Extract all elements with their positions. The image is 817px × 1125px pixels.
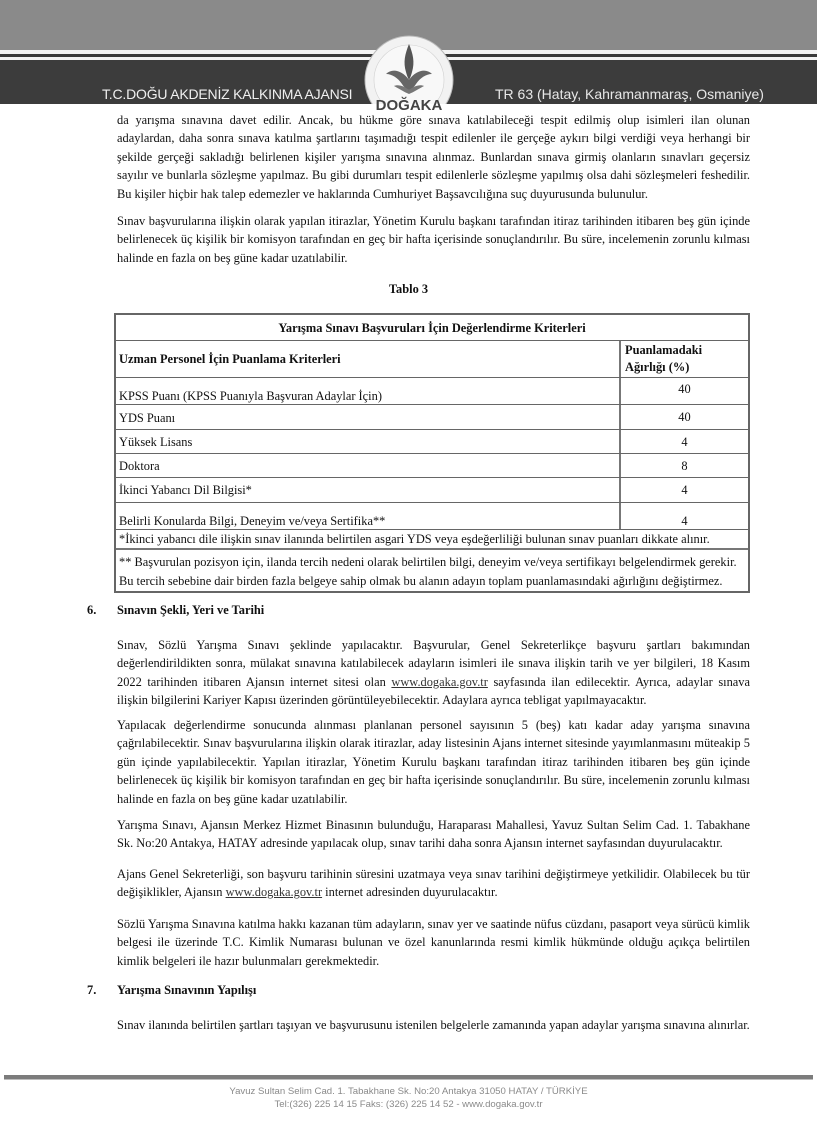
text-run: Sınav, Sözlü Yarışma Sınavı şeklinde yapılacaktır. Başvurular, Genel Sekreterlikçe başvuru şartları bakımından değerlendirildikten sonra, mülakat sınavına katılabilecek adayların isimleri ile sınava ilişkin tarih ve yer bilgileri, 18 Kasım 2022 tarihinden itibaren Ajansın internet sitesi olan [117, 638, 750, 689]
table-row [116, 503, 748, 530]
text-run: Ajans Genel Sekreterliği, son başvuru tarihinin süresini uzatmaya veya sınav tarihini değiştirmeye yetkilidir. Olabilecek bu tür değişiklikler, Ajansın [117, 867, 750, 900]
footer-divider [4, 1079, 813, 1080]
section-6-paragraph-3: Yarışma Sınavı, Ajansın Merkez Hizmet Binasının bulunduğu, Haraparası Mahallesi, Yavuz Sultan Selim Cad. 1. Tabakhane Sk. No:20 Antakya, HATAY adresinde yapılacak olup, sınav tarihi daha sonra Ajansın internet sayfasından duyurulacaktır. [117, 818, 750, 851]
criteria-table [114, 313, 750, 593]
section-title: Sınavın Şekli, Yeri ve Tarihi [117, 603, 265, 617]
weight-cell: 4 [681, 514, 688, 528]
criterion-cell: YDS Puanı [116, 405, 621, 429]
table-row [116, 430, 748, 454]
dogaka-website-link[interactable]: www.dogaka.gov.tr [391, 674, 488, 689]
table-footnote-2 [116, 550, 748, 591]
criterion-cell: Belirli Konularda Bilgi, Deneyim ve/veya Sertifika** [116, 503, 621, 529]
section-number: 6. [87, 603, 97, 617]
column-header-criteria: Uzman Personel İçin Puanlama Kriterleri [116, 341, 621, 377]
criterion-cell: Doktora [116, 454, 621, 477]
text-run: sayfasında ilan edilecektir. Ayrıca, adaylar sınava ilişkin bilgilerini Kariyer Kapısı üzerinden görüntüleyebilecektir. Adaylara ayrıca tebligat yapılmayacaktır. [117, 674, 750, 708]
column-header-weight-line1: Puanlamadaki [625, 343, 703, 357]
criterion-cell: Yüksek Lisans [116, 430, 621, 453]
table-row [116, 405, 748, 430]
table-footnote-2-line1: ** Başvurulan pozisyon için, ilanda tercih nedeni olarak belirtilen bilgi, deneyim ve/veya sertifikayı belgelendirmek gerekir. [119, 555, 737, 569]
paragraph-objections: Sınav başvurularına ilişkin olarak yapılan itirazlar, Yönetim Kurulu başkanı tarafından itiraz tarihinden itibaren beş gün içinde belirlenecek üç kişilik bir komisyon tarafından en geç bir hafta içerisinde sonuçlandırılır. Bu süre, incelemenin zorunlu kılması halinde en fazla on beş güne kadar uzatılabilir. [117, 214, 750, 265]
section-6-paragraph-1 [117, 636, 750, 710]
table-row [116, 454, 748, 478]
paragraph-disqualification: da yarışma sınavına davet edilir. Ancak, bu hükme göre sınava katılabileceği tespit edilmiş olup isimleri ilan olunan adaylardan, daha sonra sınava katılma şartlarını taşımadığı tespit edilenler ile gerçeğe aykırı bilgi verdiği veya herhangi bir şekilde gerçeği sakladığı belirlenen kişiler yarışma sınavına alınmaz. Bunlardan sınava girmiş olanların sınavları geçersiz sayılır ve bunlarla sözleşme yapılmaz. Bu gibi durumları tespit edilenlerle sözleşme yapılmış olsa dahi sözleşmeleri feshedilir. Bu kişiler hiçbir hak talep edemezler ve haklarında Cumhuriyet Başsavcılığına suç duyurusunda bulunulur. [117, 113, 750, 201]
org-name: T.C.DOĞU AKDENİZ KALKINMA AJANSI [102, 86, 353, 102]
section-7-paragraph-1: Sınav ilanında belirtilen şartları taşıyan ve başvurusunu istenilen belgelerle zamanında yapan adaylar yarışma sınavına alınırlar. [117, 1018, 750, 1032]
dogaka-website-link[interactable]: www.dogaka.gov.tr [225, 885, 323, 900]
criterion-cell: KPSS Puanı (KPSS Puanıyla Başvuran Adaylar İçin) [116, 378, 621, 404]
section-title: Yarışma Sınavının Yapılışı [117, 983, 257, 997]
region-label: TR 63 (Hatay, Kahramanmaraş, Osmaniye) [495, 86, 764, 102]
footer-address: Yavuz Sultan Selim Cad. 1. Tabakhane Sk. No:20 Antakya 31050 HATAY / TÜRKİYE [229, 1086, 588, 1097]
table-footnote-1: *İkinci yabancı dile ilişkin sınav ilanında belirtilen asgari YDS veya eşdeğerliliği bulunan sınav puanları dikkate alınır. [116, 530, 748, 550]
weight-cell: 40 [678, 410, 691, 424]
weight-cell: 4 [681, 435, 688, 449]
table-row [116, 478, 748, 503]
table-caption: Tablo 3 [388, 282, 429, 296]
svg-text:DOĞAKA: DOĞAKA [375, 97, 443, 114]
section-6-paragraph-4 [117, 865, 750, 902]
table-row [116, 378, 748, 405]
section-7-heading [87, 983, 487, 1001]
table-footnote-2-line2: Bu tercih sebebine dair birden fazla belgeye sahip olmak bu alanın adayın toplam puanlamasındaki ağırlığını değiştirmez. [119, 573, 723, 588]
column-header-weight-line2: Ağırlığı (%) [625, 360, 690, 374]
section-6-paragraph-5: Sözlü Yarışma Sınavına katılma hakkı kazanan tüm adayların, sınav yer ve saatinde nüfus cüzdanı, pasaport veya sürücü kimlik belgesi ile üzerinde T.C. Kimlik Numarası bulunan ve özel kanunlarında resmi kimlik hükmünde olduğu açıkça belirtilen kimlik belgeleri ile hazır bulunmaları gerekmektedir. [117, 917, 750, 968]
dogaka-logo-icon [362, 34, 456, 114]
section-6-paragraph-2: Yapılacak değerlendirme sonucunda alınması planlanan personel sayısının 5 (beş) katı kadar aday yarışma sınavına çağrılabilecektir. Sınav başvurularına ilişkin olarak itirazlar, aday listesinin Ajans internet sitesinde yayımlanmasını müteakip 5 gün içinde yapılabilecektir. Yapılan itirazlar, Yönetim Kurulu başkanı tarafından itiraz tarihinden itibaren beş gün içinde belirlenecek üç kişilik bir komisyon tarafından en geç bir hafta içerisinde sonuçlandırılır. Bu süre, incelemenin zorunlu kılması halinde en fazla on beş güne kadar uzatılabilir. [117, 718, 750, 806]
footer-contact: Tel:(326) 225 14 15 Faks: (326) 225 14 52 - www.dogaka.gov.tr [274, 1099, 543, 1110]
section-number: 7. [87, 983, 97, 997]
table-header-row [116, 341, 748, 378]
criterion-cell: İkinci Yabancı Dil Bilgisi* [116, 478, 621, 502]
text-run: internet adresinden duyurulacaktır. [322, 885, 498, 900]
weight-cell: 40 [678, 382, 691, 396]
weight-cell: 8 [681, 459, 688, 473]
table-title: Yarışma Sınavı Başvuruları İçin Değerlendirme Kriterleri [278, 321, 586, 335]
column-header-weight [621, 341, 748, 377]
weight-cell: 4 [681, 483, 688, 497]
section-6-heading [87, 603, 487, 621]
table-title-row [116, 315, 748, 341]
